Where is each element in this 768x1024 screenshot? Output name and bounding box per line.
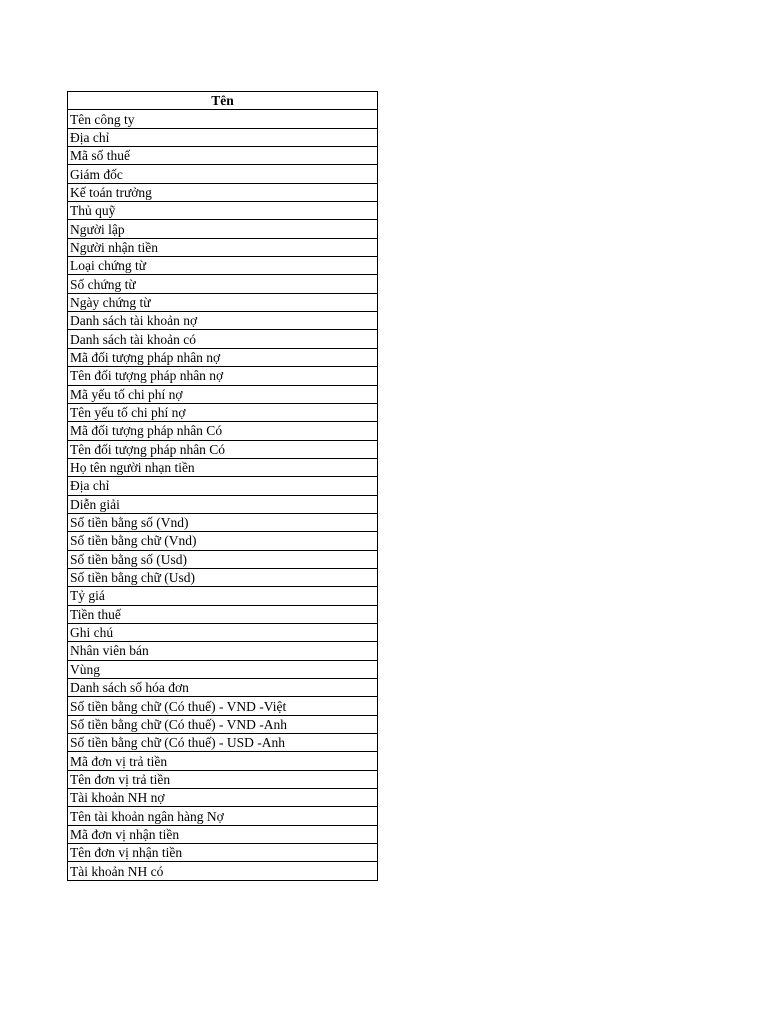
field-name-table xyxy=(67,91,378,881)
table-row xyxy=(68,550,378,568)
table-row xyxy=(68,403,378,421)
table-row xyxy=(68,348,378,366)
table-row xyxy=(68,789,378,807)
table-row xyxy=(68,807,378,825)
table-cell: Danh sách tài khoản nợ xyxy=(68,312,378,330)
table-row xyxy=(68,183,378,201)
table-cell: Người lập xyxy=(68,220,378,238)
table-row xyxy=(68,587,378,605)
table-cell: Ngày chứng từ xyxy=(68,293,378,311)
table-row xyxy=(68,477,378,495)
table-cell: Tỷ giá xyxy=(68,587,378,605)
table-cell: Tên đơn vị trả tiền xyxy=(68,770,378,788)
table-row xyxy=(68,679,378,697)
table-row xyxy=(68,734,378,752)
table-cell: Tài khoản NH có xyxy=(68,862,378,880)
table-row xyxy=(68,642,378,660)
table-row xyxy=(68,532,378,550)
table-cell: Tên đối tượng pháp nhân nợ xyxy=(68,367,378,385)
table-row xyxy=(68,220,378,238)
table-cell: Mã số thuế xyxy=(68,147,378,165)
table-cell: Giám đốc xyxy=(68,165,378,183)
table-header-row xyxy=(68,92,378,110)
table-row xyxy=(68,440,378,458)
table-cell: Tài khoản NH nợ xyxy=(68,789,378,807)
table-row xyxy=(68,147,378,165)
table-cell: Tên công ty xyxy=(68,110,378,128)
table-cell: Tiền thuế xyxy=(68,605,378,623)
table-cell: Vùng xyxy=(68,660,378,678)
table-row xyxy=(68,257,378,275)
table-cell: Địa chỉ xyxy=(68,477,378,495)
table-row xyxy=(68,770,378,788)
table-cell: Số tiền bằng số (Vnd) xyxy=(68,513,378,531)
table-cell: Số tiền bằng chữ (Có thuế) - VND -Anh xyxy=(68,715,378,733)
table-cell: Người nhận tiền xyxy=(68,238,378,256)
table-cell: Địa chỉ xyxy=(68,128,378,146)
table-cell: Nhân viên bán xyxy=(68,642,378,660)
table-row xyxy=(68,202,378,220)
table-cell: Diễn giải xyxy=(68,495,378,513)
table-row xyxy=(68,825,378,843)
table-row xyxy=(68,367,378,385)
table-row xyxy=(68,697,378,715)
table-row xyxy=(68,312,378,330)
table-cell: Số tiền bằng chữ (Có thuế) - USD -Anh xyxy=(68,734,378,752)
table-cell: Tên tài khoản ngân hàng Nợ xyxy=(68,807,378,825)
table-row xyxy=(68,422,378,440)
table-cell: Số tiền bằng chữ (Vnd) xyxy=(68,532,378,550)
table-row xyxy=(68,385,378,403)
table-cell: Loại chứng từ xyxy=(68,257,378,275)
table-row xyxy=(68,495,378,513)
table-row xyxy=(68,752,378,770)
table-row xyxy=(68,623,378,641)
table-cell: Số tiền bằng số (Usd) xyxy=(68,550,378,568)
table-cell: Danh sách tài khoản có xyxy=(68,330,378,348)
table-row xyxy=(68,568,378,586)
table-cell: Mã đối tượng pháp nhân nợ xyxy=(68,348,378,366)
table-cell: Ghi chú xyxy=(68,623,378,641)
table-row xyxy=(68,110,378,128)
table-cell: Kế toán trưởng xyxy=(68,183,378,201)
table-cell: Mã đơn vị trả tiền xyxy=(68,752,378,770)
table-cell: Tên yếu tố chi phí nợ xyxy=(68,403,378,421)
column-header-name: Tên xyxy=(68,92,378,110)
table-row xyxy=(68,238,378,256)
table-cell: Danh sách số hóa đơn xyxy=(68,679,378,697)
table-row xyxy=(68,605,378,623)
table-cell: Tên đơn vị nhận tiền xyxy=(68,844,378,862)
table-row xyxy=(68,458,378,476)
table-row xyxy=(68,330,378,348)
table-cell: Họ tên người nhạn tiền xyxy=(68,458,378,476)
table-cell: Tên đối tượng pháp nhân Có xyxy=(68,440,378,458)
table-cell: Số chứng từ xyxy=(68,275,378,293)
table-cell: Thủ quỹ xyxy=(68,202,378,220)
table-row xyxy=(68,513,378,531)
table-body xyxy=(68,110,378,880)
table-row xyxy=(68,862,378,880)
table-row xyxy=(68,715,378,733)
table-cell: Số tiền bằng chữ (Có thuế) - VND -Việt xyxy=(68,697,378,715)
table-row xyxy=(68,293,378,311)
table-cell: Mã yếu tố chi phí nợ xyxy=(68,385,378,403)
table-row xyxy=(68,844,378,862)
table-cell: Số tiền bằng chữ (Usd) xyxy=(68,568,378,586)
table-row xyxy=(68,128,378,146)
table-row xyxy=(68,275,378,293)
table-row xyxy=(68,660,378,678)
table-row xyxy=(68,165,378,183)
table-cell: Mã đơn vị nhận tiền xyxy=(68,825,378,843)
table-cell: Mã đối tượng pháp nhân Có xyxy=(68,422,378,440)
